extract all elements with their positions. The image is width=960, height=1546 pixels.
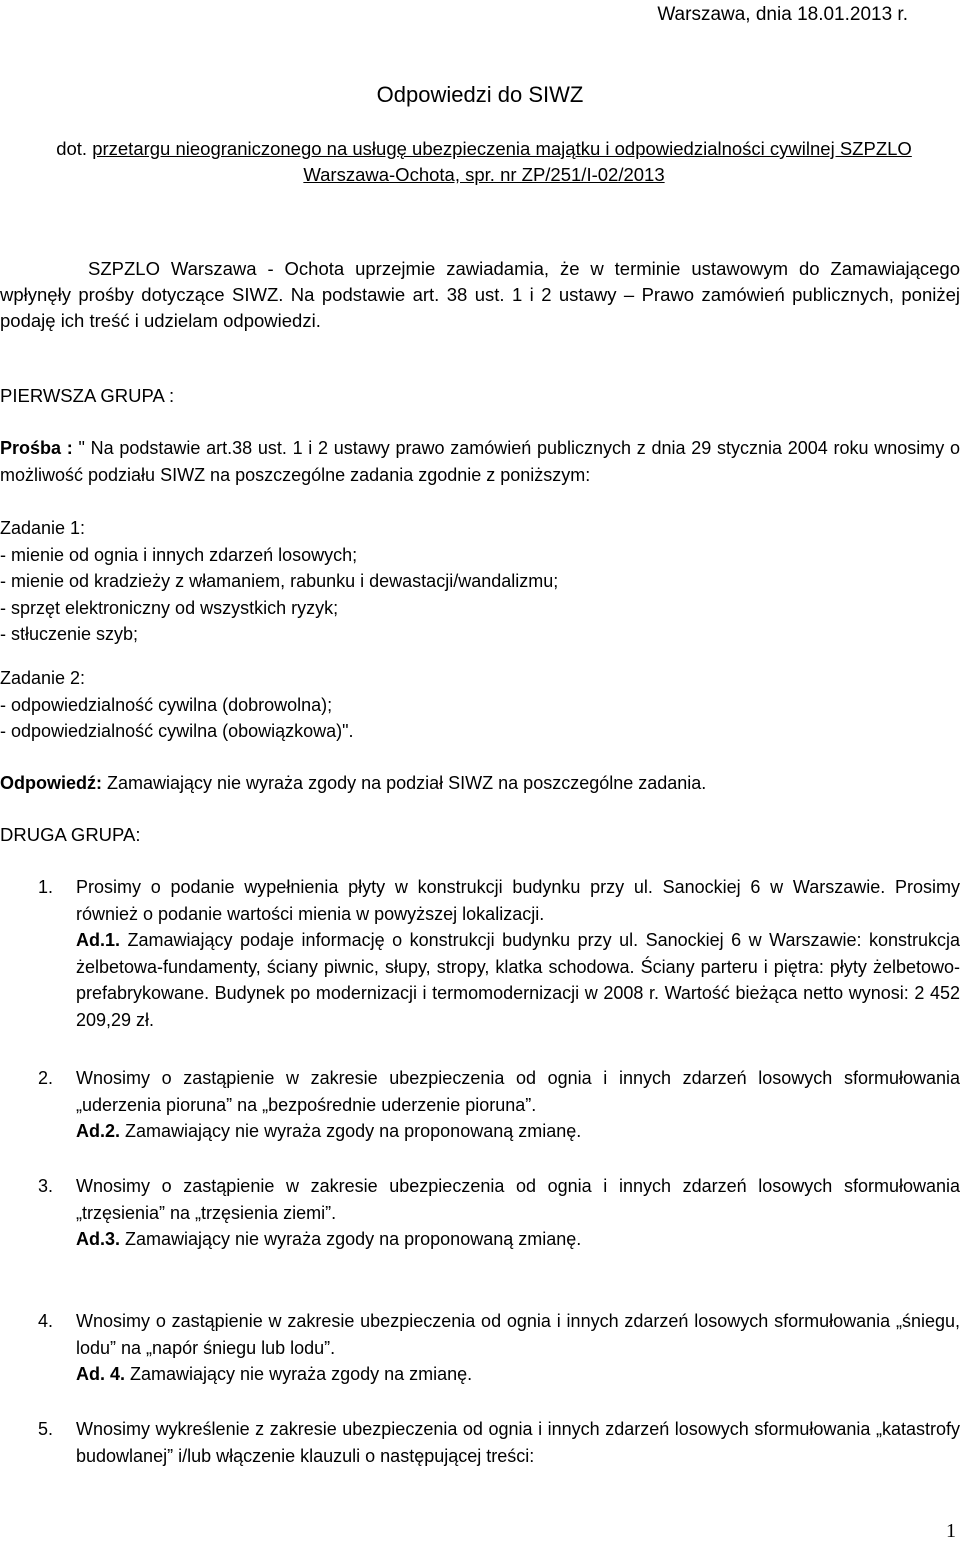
group1-answer <box>0 770 960 797</box>
task1-block <box>0 515 960 648</box>
item-question: Wnosimy o zastąpienie w zakresie ubezpieczenia od ognia i innych zdarzeń losowych sformułowania „trzęsienia” na „trzęsienia ziemi”. <box>76 1176 960 1223</box>
answer-text: Zamawiający nie wyraża zgody na podział SIWZ na poszczególne zadania. <box>102 773 707 793</box>
list-item <box>38 1416 960 1469</box>
task1-item: - sprzęt elektroniczny od wszystkich ryzyk; <box>0 597 339 618</box>
group1-heading: PIERWSZA GRUPA : <box>0 385 175 406</box>
list-item <box>38 1065 960 1145</box>
list-item <box>38 1308 960 1388</box>
item-number: 5. <box>38 1419 54 1439</box>
item-answer <box>76 1118 960 1145</box>
item-answer-text: Zamawiający nie wyraża zgody na zmianę. <box>125 1364 473 1384</box>
item-number: 3. <box>38 1176 54 1196</box>
list-item <box>38 874 960 1033</box>
item-answer-text: Zamawiający nie wyraża zgody na proponowaną zmianę. <box>120 1229 582 1249</box>
item-answer-label: Ad.2. <box>76 1121 121 1141</box>
item-answer-label: Ad. 4. <box>76 1364 126 1384</box>
item-answer-text: Zamawiający nie wyraża zgody na proponowaną zmianę. <box>120 1121 582 1141</box>
item-answer <box>76 927 960 1033</box>
intro-paragraph: SZPZLO Warszawa - Ochota uprzejmie zawiadamia, że w terminie ustawowym do Zamawiającego wpłynęły prośby dotyczące SIWZ. Na podstawie art. 38 ust. 1 i 2 ustawy – Prawo zamówień publicznych, poniżej podaję ich treść i udzielam odpowiedzi. <box>0 258 960 331</box>
subject-prefix: dot. <box>56 138 93 159</box>
task1-title: Zadanie 1: <box>0 518 86 538</box>
date-line: Warszawa, dnia 18.01.2013 r. <box>657 4 908 25</box>
item-question: Wnosimy o zastąpienie w zakresie ubezpieczenia od ognia i innych zdarzeń losowych sformułowania „śniegu, lodu” na „napór śniegu lub lodu”. <box>76 1311 960 1358</box>
item-question: Prosimy o podanie wypełnienia płyty w konstrukcji budynku przy ul. Sanockiej 6 w Warszawie. Prosimy również o podanie wartości mienia w powyższej lokalizacji. <box>76 877 960 924</box>
page-title: Odpowiedzi do SIWZ <box>376 82 584 107</box>
item-number: 2. <box>38 1068 54 1088</box>
page-number: 1 <box>946 1520 956 1542</box>
task2-title: Zadanie 2: <box>0 668 86 688</box>
subject-line <box>38 136 930 188</box>
item-question: Wnosimy o zastąpienie w zakresie ubezpieczenia od ognia i innych zdarzeń losowych sformułowania „uderzenia pioruna” na „bezpośrednie uderzenie pioruna”. <box>76 1068 960 1115</box>
group1-request <box>0 435 960 488</box>
group2-heading: DRUGA GRUPA: <box>0 824 141 845</box>
task1-item: - mienie od kradzieży z włamaniem, rabunku i dewastacji/wandalizmu; <box>0 571 559 591</box>
request-text: " Na podstawie art.38 ust. 1 i 2 ustawy prawo zamówień publicznych z dnia 29 stycznia 2004 roku wnosimy o możliwość podziału SIWZ na poszczególne zadania zgodnie z poniższym: <box>0 438 960 485</box>
list-item <box>38 1173 960 1253</box>
request-label: Prośba : <box>0 438 73 458</box>
subject-text: przetargu nieograniczonego na usługę ubezpieczenia majątku i odpowiedzialności cywilnej SZPZLO Warszawa-Ochota, spr. nr ZP/251/I-02/2013 <box>92 138 912 185</box>
task1-item: - mienie od ognia i innych zdarzeń losowych; <box>0 544 358 565</box>
item-answer-text: Zamawiający podaje informację o konstrukcji budynku przy ul. Sanockiej 6 w Warszawie: konstrukcja żelbetowa-fundamenty, ściany piwnic, słupy, stropy, klatka schodowa. Ściany parteru i piętra: płyty żelbetowo-prefabrykowane. Budynek po modernizacji i termomodernizacji w 2008 r. Wartość bieżąca netto wynosi: 2 452 209,29 zł. <box>76 930 960 1030</box>
task2-item: - odpowiedzialność cywilna (obowiązkowa)". <box>0 721 354 741</box>
item-answer-label: Ad.1. <box>76 930 121 950</box>
answer-label: Odpowiedź: <box>0 773 102 793</box>
task2-block <box>0 665 960 745</box>
item-number: 4. <box>38 1311 54 1331</box>
item-answer <box>76 1226 960 1253</box>
item-answer-label: Ad.3. <box>76 1229 121 1249</box>
item-question: Wnosimy wykreślenie z zakresie ubezpieczenia od ognia i innych zdarzeń losowych sformułowania „katastrofy budowlanej” i/lub włączenie klauzuli o następującej treści: <box>76 1419 960 1466</box>
item-answer <box>76 1361 960 1388</box>
item-number: 1. <box>38 877 54 897</box>
task1-item: - stłuczenie szyb; <box>0 624 139 644</box>
task2-item: - odpowiedzialność cywilna (dobrowolna); <box>0 694 333 715</box>
